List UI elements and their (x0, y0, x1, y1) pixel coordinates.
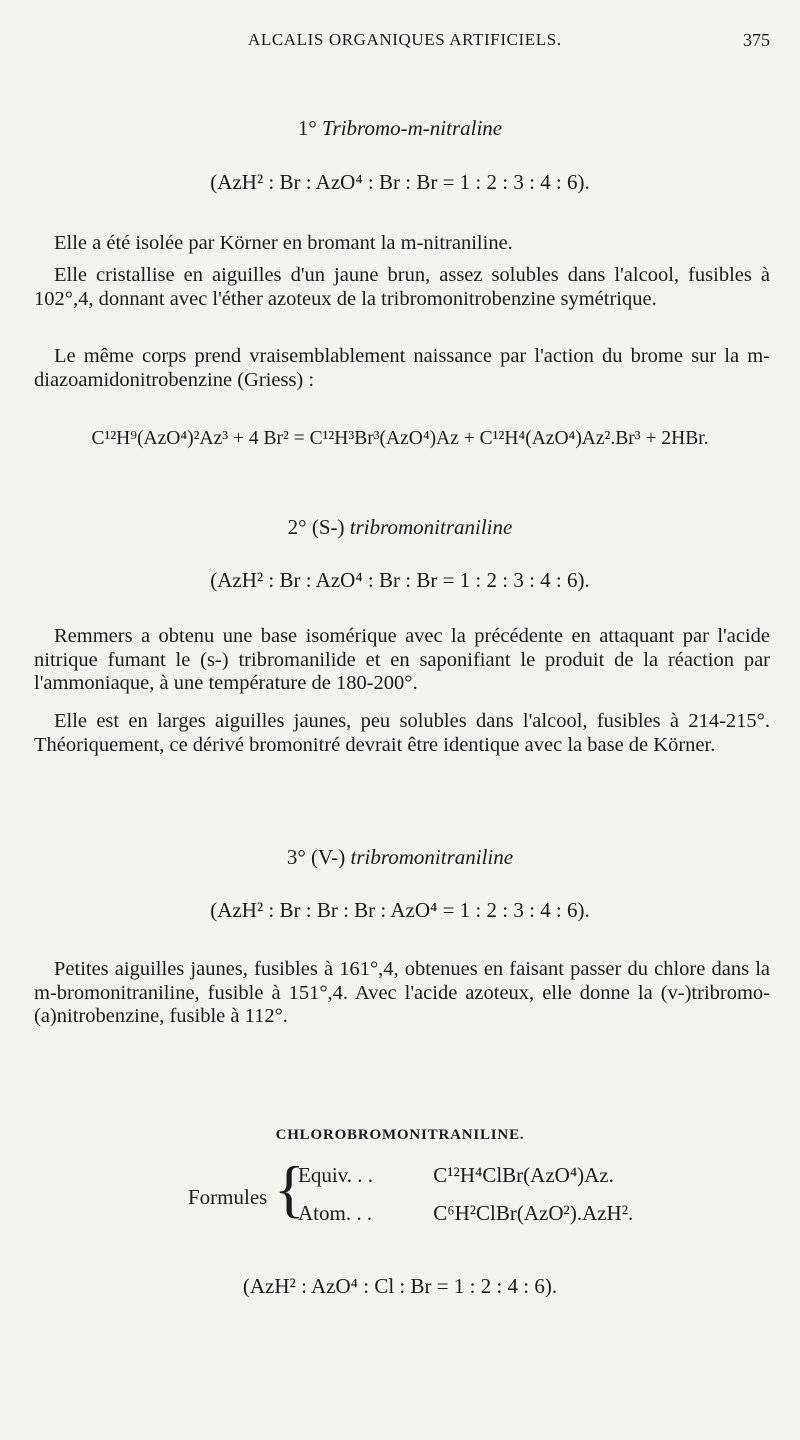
section-1-number: 1° (297, 116, 317, 140)
section-2-number: 2° (287, 515, 307, 539)
section-2-title: tribromonitraniline (349, 515, 513, 539)
page-number: 375 (743, 30, 770, 50)
page-header (0, 30, 800, 56)
section-1-formula: (AzH² : Br : AzO⁴ : Br : Br = 1 : 2 : 3 : 4 : 6). (210, 170, 590, 194)
section-3-title: tribromonitraniline (350, 845, 514, 869)
section-1-paragraph-1: Elle a été isolée par Körner en bromant la m-nitraniline. (54, 232, 513, 254)
section-2-paragraph-2: Elle est en larges aiguilles jaunes, peu solubles dans l'alcool, fusibles à 214-215°. Théoriquement, ce dérivé bromonitré devrait être identique avec la base de Körner. (34, 710, 770, 756)
formula-row-equiv (298, 1163, 614, 1188)
section-2-heading (0, 515, 800, 540)
equiv-label: Equiv. . . (298, 1163, 374, 1187)
atom-value: C⁶H²ClBr(AzO²).AzH². (433, 1201, 634, 1225)
formulas-label: Formules (188, 1185, 268, 1209)
formula-row-atom (298, 1201, 633, 1226)
brace-icon: { (274, 1153, 305, 1224)
section-1-heading (0, 116, 800, 141)
section-3-heading (0, 845, 800, 870)
section-1-paragraph-2: Elle cristallise en aiguilles d'un jaune brun, assez solubles dans l'alcool, fusibles à 102°,4, donnant avec l'éther azoteux de la tribromonitrobenzine symétrique. (34, 264, 770, 310)
atom-label: Atom. . . (298, 1201, 373, 1225)
section-1-title: Tribromo-m-nitraline (322, 116, 503, 140)
section-2-paragraph-1: Remmers a obtenu une base isomérique avec la précédente en attaquant par l'acide nitrique fumant le (s-) tribromanilide et en saponifiant le produit de la réaction par l'ammoniaque, à une température de 180-200°. (34, 625, 770, 694)
running-title: ALCALIS ORGANIQUES ARTIFICIELS. (248, 30, 562, 49)
section-2-prefix: (S-) (311, 515, 345, 539)
section-3-formula: (AzH² : Br : Br : Br : AzO⁴ = 1 : 2 : 3 : 4 : 6). (210, 898, 590, 922)
section-2-formula: (AzH² : Br : AzO⁴ : Br : Br = 1 : 2 : 3 : 4 : 6). (210, 568, 590, 592)
section-3-prefix: (V-) (311, 845, 346, 869)
section-1-equation: C¹²H⁹(AzO⁴)²Az³ + 4 Br² = C¹²H³Br³(AzO⁴)Az + C¹²H⁴(AzO⁴)Az².Br³ + 2HBr. (91, 428, 709, 449)
section-3-paragraph-1: Petites aiguilles jaunes, fusibles à 161°,4, obtenues en faisant passer du chlore dans la m-bromonitraniline, fusible à 151°,4. Avec l'acide azoteux, elle donne la (v-)tribromo-(a)nitrobenzine, fusible à 112°. (34, 958, 770, 1027)
section-4-formula: (AzH² : AzO⁴ : Cl : Br = 1 : 2 : 4 : 6). (242, 1274, 558, 1298)
formulas-block (188, 1153, 748, 1239)
section-1-paragraph-3: Le même corps prend vraisemblablement naissance par l'action du brome sur la m-diazoamidonitrobenzine (Griess) : (34, 345, 770, 391)
section-4-title: CHLOROBROMONITRANILINE. (275, 1127, 525, 1143)
equiv-value: C¹²H⁴ClBr(AzO⁴)Az. (433, 1163, 614, 1187)
section-3-number: 3° (286, 845, 306, 869)
